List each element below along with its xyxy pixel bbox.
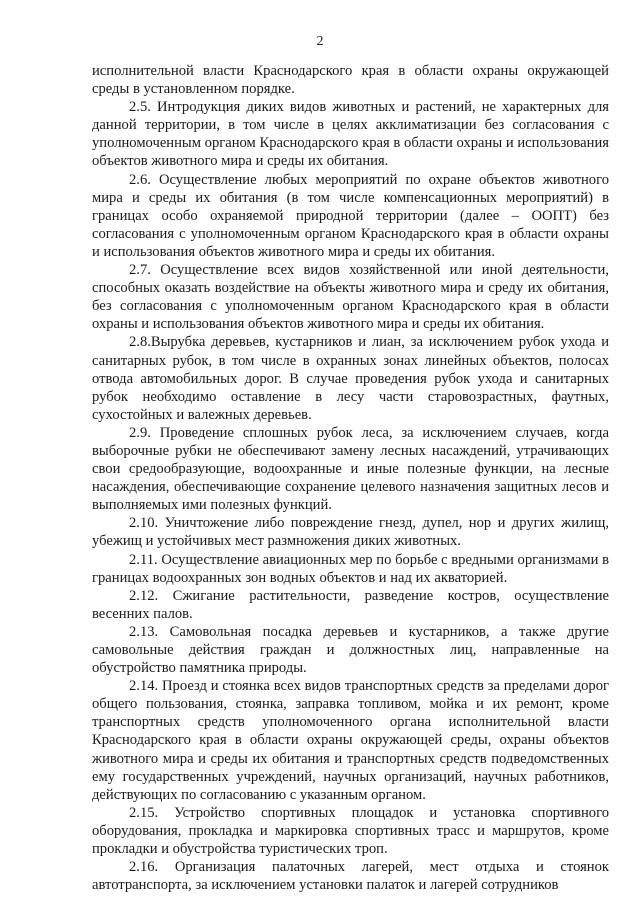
paragraph-2-14: 2.14. Проезд и стоянка всех видов транспортных средств за пределами дорог общего пользования, стоянка, заправка топливом, мойка и их ремонт, кроме транспортных средств уполномоченного органа исполнительной власти Краснодарского края в области охраны окружающей среды, охраны объектов животного мира и среды их обитания и транспортных средств подведомственных ему государственных учреждений, научных организаций, научных работников, действующих по согласованию с указанным органом. xyxy=(92,678,609,803)
paragraph-2-15: 2.15. Устройство спортивных площадок и установка спортивного оборудования, прокладка и маркировка спортивных трасс и маршрутов, кроме прокладки и обустройства туристических троп. xyxy=(92,804,609,858)
paragraph-2-10: 2.10. Уничтожение либо повреждение гнезд, дупел, нор и других жилищ, убежищ и устойчивых мест размножения диких животных. xyxy=(92,515,609,550)
paragraph-2-9: 2.9. Проведение сплошных рубок леса, за исключением случаев, когда выборочные рубки не обеспечивают замену лесных насаждений, утрачивающих свои средообразующие, водоохранные и иные полезные функции, на лесные насаждения, обеспечивающие сохранение целевого назначения защитных лесов и выполняемых ими полезных функций. xyxy=(92,424,609,514)
paragraph-2-13: 2.13. Самовольная посадка деревьев и кустарников, а также другие самовольные действия граждан и должностных лиц, направленные на обустройство памятника природы. xyxy=(92,623,609,677)
paragraph-continuation: исполнительной власти Краснодарского края в области охраны окружающей среды в установленном порядке. xyxy=(92,63,609,98)
paragraph-2-8: 2.8.Вырубка деревьев, кустарников и лиан, за исключением рубок ухода и санитарных рубок, в том числе в охранных зонах линейных объектов, полосах отвода автомобильных дорог. В случае проведения рубок ухода и санитарных рубок необходимо оставление в лесу части старовозрастных, фаутных, сухостойных и валежных деревьев. xyxy=(92,334,609,423)
paragraph-2-6: 2.6. Осуществление любых мероприятий по охране объектов животного мира и среды их обитания (в том числе компенсационных мероприятий) в границах особо охраняемой природной территории (далее – ООПТ) без согласования с уполномоченным органом Краснодарского края в области охраны и использования объектов животного мира и среды их обитания. xyxy=(92,171,609,260)
paragraph-2-12: 2.12. Сжигание растительности, разведение костров, осуществление весенних палов. xyxy=(92,587,609,622)
document-body xyxy=(92,62,609,894)
paragraph-2-5: 2.5. Интродукция диких видов животных и растений, не характерных для данной территории, в том числе в целях акклиматизации без согласования с уполномоченным органом Краснодарского края в области охраны и использования объектов животного мира и среды их обитания. xyxy=(92,99,609,170)
paragraph-2-11: 2.11. Осуществление авиационных мер по борьбе с вредными организмами в границах водоохранных зон водных объектов и над их акваторией. xyxy=(92,551,609,586)
paragraph-2-7: 2.7. Осуществление всех видов хозяйственной или иной деятельности, способных оказать воздействие на объекты животного мира и среду их обитания, без согласования с уполномоченным органом Краснодарского края в области охраны и использования объектов животного мира и среды их обитания. xyxy=(92,262,609,333)
paragraph-2-16: 2.16. Организация палаточных лагерей, мест отдыха и стоянок автотранспорта, за исключением установки палаток и лагерей сотрудников xyxy=(92,859,609,894)
page-number: 2 xyxy=(316,34,324,49)
